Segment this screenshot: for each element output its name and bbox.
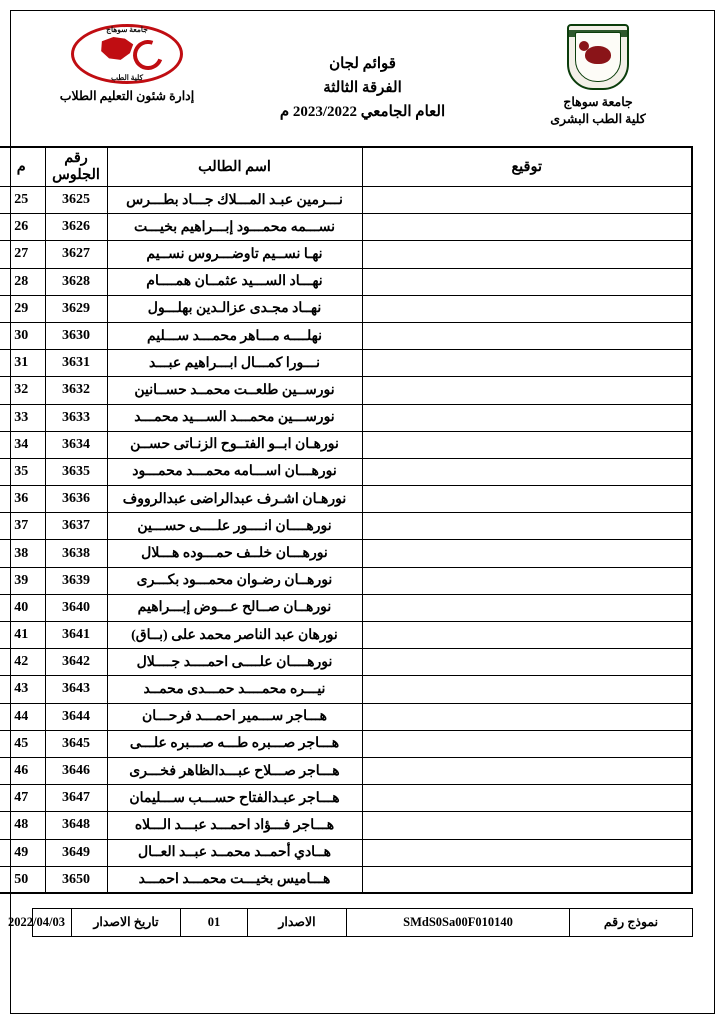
row-index-cell: 33 <box>0 404 45 431</box>
table-row <box>0 594 692 621</box>
student-name-cell: نورســـين محمـــد الســـيد محمـــد <box>107 404 362 431</box>
table-row <box>0 295 692 322</box>
university-block <box>503 24 693 128</box>
row-index-cell: 36 <box>0 486 45 513</box>
table-row <box>0 703 692 730</box>
row-index-cell: 35 <box>0 458 45 485</box>
footer-date-value: 2022/04/03 <box>33 909 72 936</box>
row-index-cell: 28 <box>0 268 45 295</box>
table-row <box>0 377 692 404</box>
seat-number-cell: 3642 <box>45 649 107 676</box>
table-row <box>0 676 692 703</box>
row-index-cell: 31 <box>0 350 45 377</box>
student-roster-table <box>0 146 693 894</box>
signature-cell[interactable] <box>362 513 692 540</box>
signature-cell[interactable] <box>362 866 692 893</box>
signature-cell[interactable] <box>362 295 692 322</box>
table-row <box>0 757 692 784</box>
seat-number-cell: 3650 <box>45 866 107 893</box>
seat-number-cell: 3641 <box>45 622 107 649</box>
signature-cell[interactable] <box>362 812 692 839</box>
seat-number-cell: 3628 <box>45 268 107 295</box>
student-name-cell: نورهــــان انــــور علــــى حســـين <box>107 513 362 540</box>
table-row <box>0 458 692 485</box>
table-row <box>0 866 692 893</box>
seat-number-cell: 3646 <box>45 757 107 784</box>
row-index-cell: 42 <box>0 649 45 676</box>
row-index-cell: 47 <box>0 785 45 812</box>
signature-cell[interactable] <box>362 594 692 621</box>
signature-cell[interactable] <box>362 377 692 404</box>
emblem-text-bottom: كلية الطب <box>110 72 144 82</box>
student-name-cell: نهــاد مجـدى عزالـدين بهلـــول <box>107 295 362 322</box>
row-index-cell: 27 <box>0 241 45 268</box>
document-header <box>32 24 693 136</box>
table-row <box>0 730 692 757</box>
row-index-cell: 37 <box>0 513 45 540</box>
title-line-3: العام الجامعي 2023/2022 م <box>279 104 446 120</box>
signature-cell[interactable] <box>362 486 692 513</box>
table-row <box>0 268 692 295</box>
signature-cell[interactable] <box>362 540 692 567</box>
seat-number-cell: 3631 <box>45 350 107 377</box>
signature-cell[interactable] <box>362 322 692 349</box>
seat-number-cell: 3630 <box>45 322 107 349</box>
signature-cell[interactable] <box>362 404 692 431</box>
seat-number-cell: 3633 <box>45 404 107 431</box>
student-name-cell: نورهـــان خلــف حمـــوده هـــلال <box>107 540 362 567</box>
signature-cell[interactable] <box>362 622 692 649</box>
student-name-cell: هـــاجر عبـدالفتاح حســـب ســـليمان <box>107 785 362 812</box>
signature-cell[interactable] <box>362 757 692 784</box>
row-index-cell: 49 <box>0 839 45 866</box>
student-affairs-block <box>32 24 222 105</box>
signature-cell[interactable] <box>362 268 692 295</box>
table-row <box>0 649 692 676</box>
signature-cell[interactable] <box>362 458 692 485</box>
signature-cell[interactable] <box>362 649 692 676</box>
table-row <box>0 567 692 594</box>
student-name-cell: نســـمه محمـــود إبـــراهيم بخيـــت <box>107 214 362 241</box>
student-name-cell: نيـــره محمــــد حمـــدى محمــد <box>107 676 362 703</box>
student-name-cell: هـــاجر صـــلاح عبـــدالظاهر فخـــرى <box>107 757 362 784</box>
student-name-cell: هـــاميس بخيـــت محمـــد احمـــد <box>107 866 362 893</box>
signature-cell[interactable] <box>362 214 692 241</box>
title-line-1: قوائم لجان <box>329 56 396 72</box>
seat-number-cell: 3632 <box>45 377 107 404</box>
footer-model-label: نموذج رقم <box>570 909 693 936</box>
table-row <box>0 540 692 567</box>
signature-cell[interactable] <box>362 785 692 812</box>
row-index-cell: 46 <box>0 757 45 784</box>
table-row <box>0 839 692 866</box>
column-header-index: م <box>0 147 45 187</box>
student-name-cell: نورهـان اشـرف عبدالراضى عبدالرووف <box>107 486 362 513</box>
row-index-cell: 44 <box>0 703 45 730</box>
row-index-cell: 38 <box>0 540 45 567</box>
seat-number-cell: 3634 <box>45 431 107 458</box>
student-name-cell: نورهـان ابــو الفتــوح الزنـاتى حســن <box>107 431 362 458</box>
signature-cell[interactable] <box>362 703 692 730</box>
seat-number-cell: 3644 <box>45 703 107 730</box>
table-row <box>0 785 692 812</box>
table-body <box>0 187 692 894</box>
student-name-cell: هـــاجر ســـمير احمـــد فرحـــان <box>107 703 362 730</box>
seat-number-cell: 3635 <box>45 458 107 485</box>
student-name-cell: نورســين طلعــت محمــد حســانين <box>107 377 362 404</box>
signature-cell[interactable] <box>362 350 692 377</box>
seat-number-cell: 3649 <box>45 839 107 866</box>
seat-number-cell: 3645 <box>45 730 107 757</box>
signature-cell[interactable] <box>362 187 692 214</box>
table-row <box>0 622 692 649</box>
title-line-2: الفرقة الثالثة <box>323 80 402 96</box>
sohag-university-crest-icon <box>567 24 629 90</box>
row-index-cell: 45 <box>0 730 45 757</box>
seat-number-cell: 3629 <box>45 295 107 322</box>
signature-cell[interactable] <box>362 241 692 268</box>
table-row <box>0 513 692 540</box>
student-name-cell: نهـــاد الســـيد عثمــان همــــام <box>107 268 362 295</box>
affairs-department-name: إدارة شئون التعليم الطلاب <box>59 89 195 103</box>
table-row <box>0 431 692 458</box>
faculty-name: كلية الطب البشرى <box>550 111 646 126</box>
row-index-cell: 29 <box>0 295 45 322</box>
table-row <box>0 350 692 377</box>
table-row <box>0 322 692 349</box>
seat-number-cell: 3636 <box>45 486 107 513</box>
student-name-cell: نورهــان رضـوان محمـــود بكـــرى <box>107 567 362 594</box>
student-affairs-emblem-icon <box>71 24 183 84</box>
row-index-cell: 48 <box>0 812 45 839</box>
student-name-cell: نورهان عبد الناصر محمد على (بــاق) <box>107 622 362 649</box>
student-name-cell: نورهــــان علــــى احمــــد جــــلال <box>107 649 362 676</box>
student-name-cell: هـــاجر فـــؤاد احمـــد عبـــد الـــلاه <box>107 812 362 839</box>
signature-cell[interactable] <box>362 567 692 594</box>
table-row <box>0 404 692 431</box>
row-index-cell: 39 <box>0 567 45 594</box>
row-index-cell: 41 <box>0 622 45 649</box>
row-index-cell: 25 <box>0 187 45 214</box>
row-index-cell: 40 <box>0 594 45 621</box>
footer-date-label: تاريخ الاصدار <box>72 909 181 936</box>
seat-number-cell: 3647 <box>45 785 107 812</box>
seat-number-cell: 3637 <box>45 513 107 540</box>
student-name-cell: نهلــــه مـــاهر محمـــد ســـليم <box>107 322 362 349</box>
seat-number-cell: 3643 <box>45 676 107 703</box>
student-name-cell: نورهــان صــالح عـــوض إبـــراهيم <box>107 594 362 621</box>
row-index-cell: 43 <box>0 676 45 703</box>
footer-issue-label: الاصدار <box>248 909 347 936</box>
row-index-cell: 26 <box>0 214 45 241</box>
column-header-student-name: اسم الطالب <box>107 147 362 187</box>
table-header-row <box>0 147 692 187</box>
seat-number-cell: 3639 <box>45 567 107 594</box>
student-name-cell: نهـا نســيم تاوضـــروس نســيم <box>107 241 362 268</box>
table-row <box>0 486 692 513</box>
column-header-seat-number: رقم الجلوس <box>45 147 107 187</box>
seat-number-cell: 3627 <box>45 241 107 268</box>
seat-number-cell: 3625 <box>45 187 107 214</box>
table-header <box>0 147 692 187</box>
signature-cell[interactable] <box>362 839 692 866</box>
university-name: جامعة سوهاج <box>563 95 633 109</box>
student-name-cell: نـــورا كمـــال ابـــراهيم عبـــد <box>107 350 362 377</box>
footer-issue-value: 01 <box>181 909 248 936</box>
page-content <box>8 14 707 937</box>
student-name-cell: هــادي أحمــد محمــد عبــد العــال <box>107 839 362 866</box>
signature-cell[interactable] <box>362 431 692 458</box>
signature-cell[interactable] <box>362 730 692 757</box>
table-row <box>0 187 692 214</box>
table-row <box>0 812 692 839</box>
column-header-signature: توقيع <box>362 147 692 187</box>
seat-number-cell: 3640 <box>45 594 107 621</box>
row-index-cell: 32 <box>0 377 45 404</box>
document-title-block <box>222 24 503 124</box>
seat-number-cell: 3648 <box>45 812 107 839</box>
signature-cell[interactable] <box>362 676 692 703</box>
footer-model-code: SMdS0Sa00F010140 <box>347 909 570 936</box>
emblem-text-top: جامعة سوهاج <box>106 25 148 34</box>
student-name-cell: هـــاجر صـــبره طـــه صـــبره علـــى <box>107 730 362 757</box>
seat-number-cell: 3638 <box>45 540 107 567</box>
row-index-cell: 50 <box>0 866 45 893</box>
student-name-cell: نورهـــان اســـامه محمـــد محمـــود <box>107 458 362 485</box>
footer-row <box>33 909 693 936</box>
row-index-cell: 34 <box>0 431 45 458</box>
seat-number-cell: 3626 <box>45 214 107 241</box>
table-row <box>0 214 692 241</box>
row-index-cell: 30 <box>0 322 45 349</box>
student-name-cell: نـــرمين عبـد المـــلاك جـــاد بطـــرس <box>107 187 362 214</box>
table-row <box>0 241 692 268</box>
document-footer <box>8 908 693 936</box>
